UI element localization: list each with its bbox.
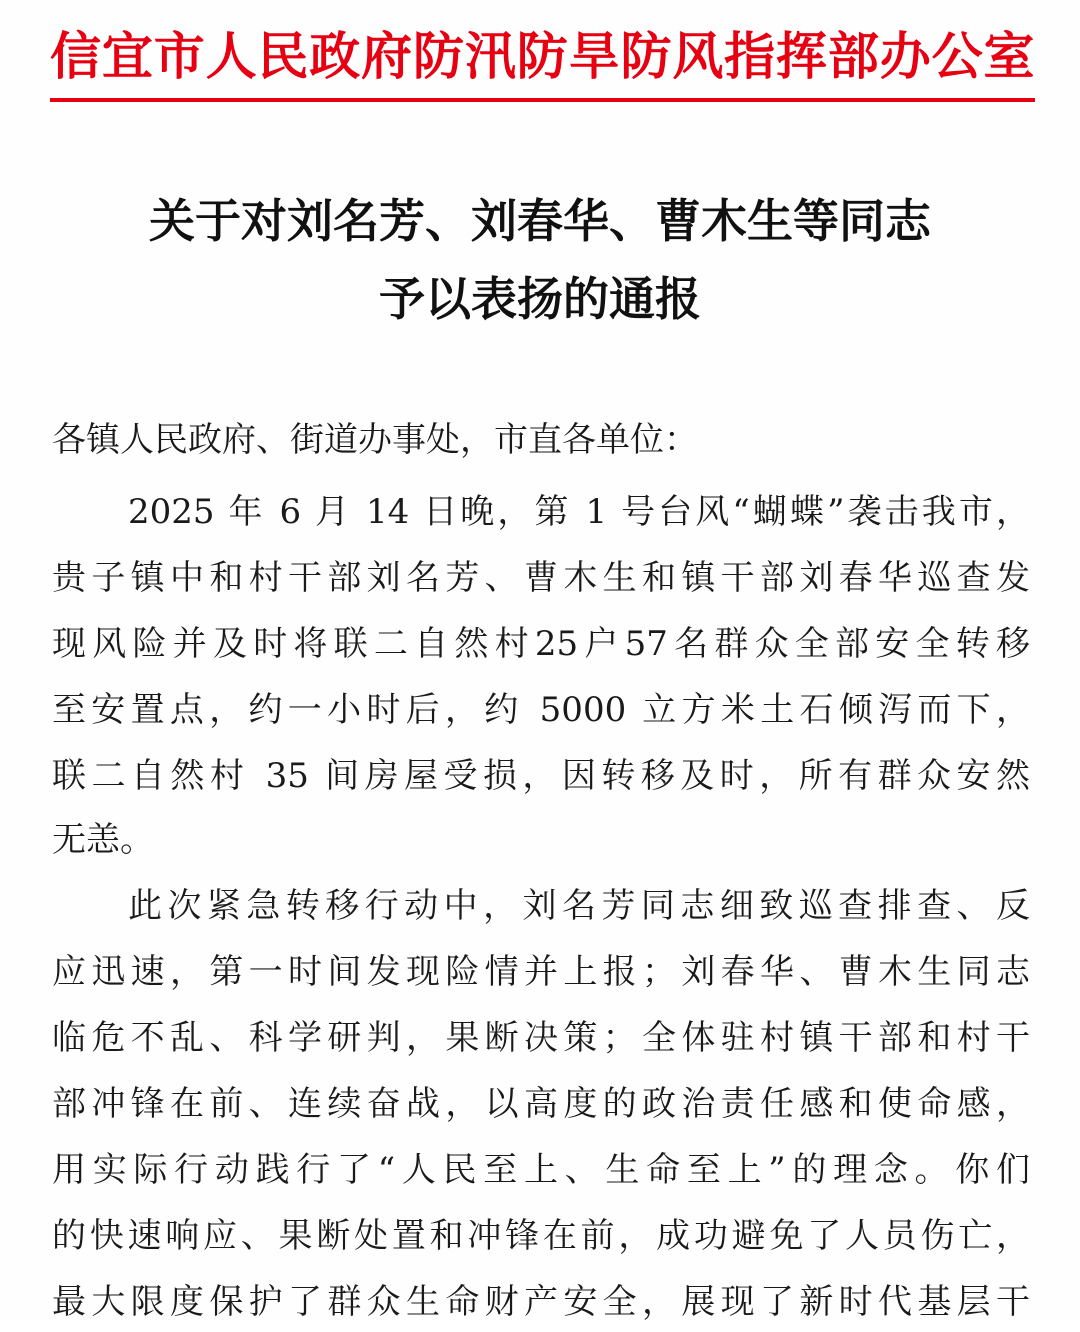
agency-header: 信宜市人民政府防汛防旱防风指挥部办公室 bbox=[50, 28, 1035, 87]
paragraph-2-line-3: 临危不乱、科学研判，果断决策；全体驻村镇干部和村干 bbox=[52, 1018, 1030, 1058]
paragraph-1-line-5: 联二自然村 35 间房屋受损，因转移及时，所有群众安然 bbox=[52, 756, 1030, 796]
paragraph-1-line-1: 2025 年 6 月 14 日晚，第 1 号台风“蝴蝶”袭击我市， bbox=[128, 492, 1030, 532]
paragraph-2-line-6: 的快速响应、果断处置和冲锋在前，成功避免了人员伤亡， bbox=[52, 1216, 1030, 1256]
document-title-line-2: 予以表扬的通报 bbox=[379, 272, 701, 326]
paragraph-2-line-2: 应迅速，第一时间发现险情并上报；刘春华、曹木生同志 bbox=[52, 952, 1030, 992]
paragraph-2-line-4: 部冲锋在前、连续奋战，以高度的政治责任感和使命感， bbox=[52, 1084, 1030, 1124]
paragraph-2-line-7: 最大限度保护了群众生命财产安全，展现了新时代基层干 bbox=[52, 1282, 1030, 1322]
paragraph-1-line-6: 无恙。 bbox=[52, 820, 154, 860]
paragraph-1-line-3: 现风险并及时将联二自然村25户57名群众全部安全转移 bbox=[52, 624, 1030, 664]
salutation: 各镇人民政府、街道办事处，市直各单位： bbox=[52, 420, 698, 460]
header-red-rule bbox=[50, 98, 1035, 102]
document-title-line-1: 关于对刘名芳、刘春华、曹木生等同志 bbox=[149, 194, 931, 248]
paragraph-1-line-4: 至安置点，约一小时后，约 5000 立方米土石倾泻而下， bbox=[52, 690, 1030, 730]
paragraph-2-line-1: 此次紧急转移行动中，刘名芳同志细致巡查排查、反 bbox=[128, 886, 1030, 926]
paragraph-1-line-2: 贵子镇中和村干部刘名芳、曹木生和镇干部刘春华巡查发 bbox=[52, 558, 1030, 598]
paragraph-2-line-5: 用实际行动践行了“人民至上、生命至上”的理念。你们 bbox=[52, 1150, 1030, 1190]
